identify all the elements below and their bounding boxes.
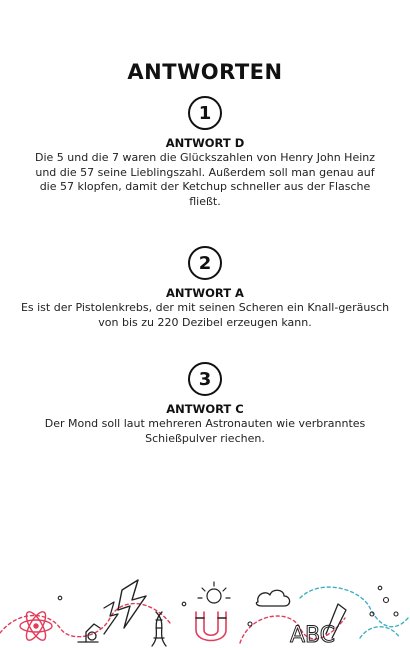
answer-label: ANTWORT D — [165, 136, 245, 150]
number-circle: 1 — [188, 96, 222, 130]
magnet-icon — [196, 612, 226, 641]
answer-text: Die 5 und die 7 waren die Glückszahlen von Henry John Heinz und die 57 seine Lieblingszahl. Außerdem soll man genau auf die 57 klopfen, damit der Ketchup schneller aus der Flasche fließt. — [34, 151, 376, 208]
lightning-bolt-icon — [104, 602, 118, 634]
teal-dashed-squiggle — [300, 587, 408, 627]
microscope-icon — [78, 624, 100, 642]
abc-doodle: ABC — [290, 623, 336, 648]
sparkle-icon — [198, 582, 230, 603]
answer-text: Der Mond soll laut mehreren Astronauten wie verbranntes Schießpulver riechen. — [44, 417, 366, 445]
answer-text: Es ist der Pistolenkrebs, der mit seinen Scheren ein Knall-geräusch von bis zu 220 Dezibel erzeugen kann. — [20, 301, 390, 329]
answer-label: ANTWORT C — [166, 402, 244, 416]
answer-label: ANTWORT A — [166, 286, 244, 300]
teal-dashed-squiggle — [360, 627, 400, 638]
answer-block-1 — [20, 96, 390, 209]
atom-icon — [20, 609, 52, 643]
answer-block-2 — [20, 246, 390, 330]
number-circle: 3 — [188, 362, 222, 396]
cloud-icon — [256, 590, 289, 606]
number-circle: 2 — [188, 246, 222, 280]
red-dashed-squiggle — [0, 604, 170, 637]
page-title: ANTWORTEN — [127, 60, 283, 84]
science-doodle-border — [0, 538, 410, 648]
answer-block-3 — [20, 362, 390, 446]
